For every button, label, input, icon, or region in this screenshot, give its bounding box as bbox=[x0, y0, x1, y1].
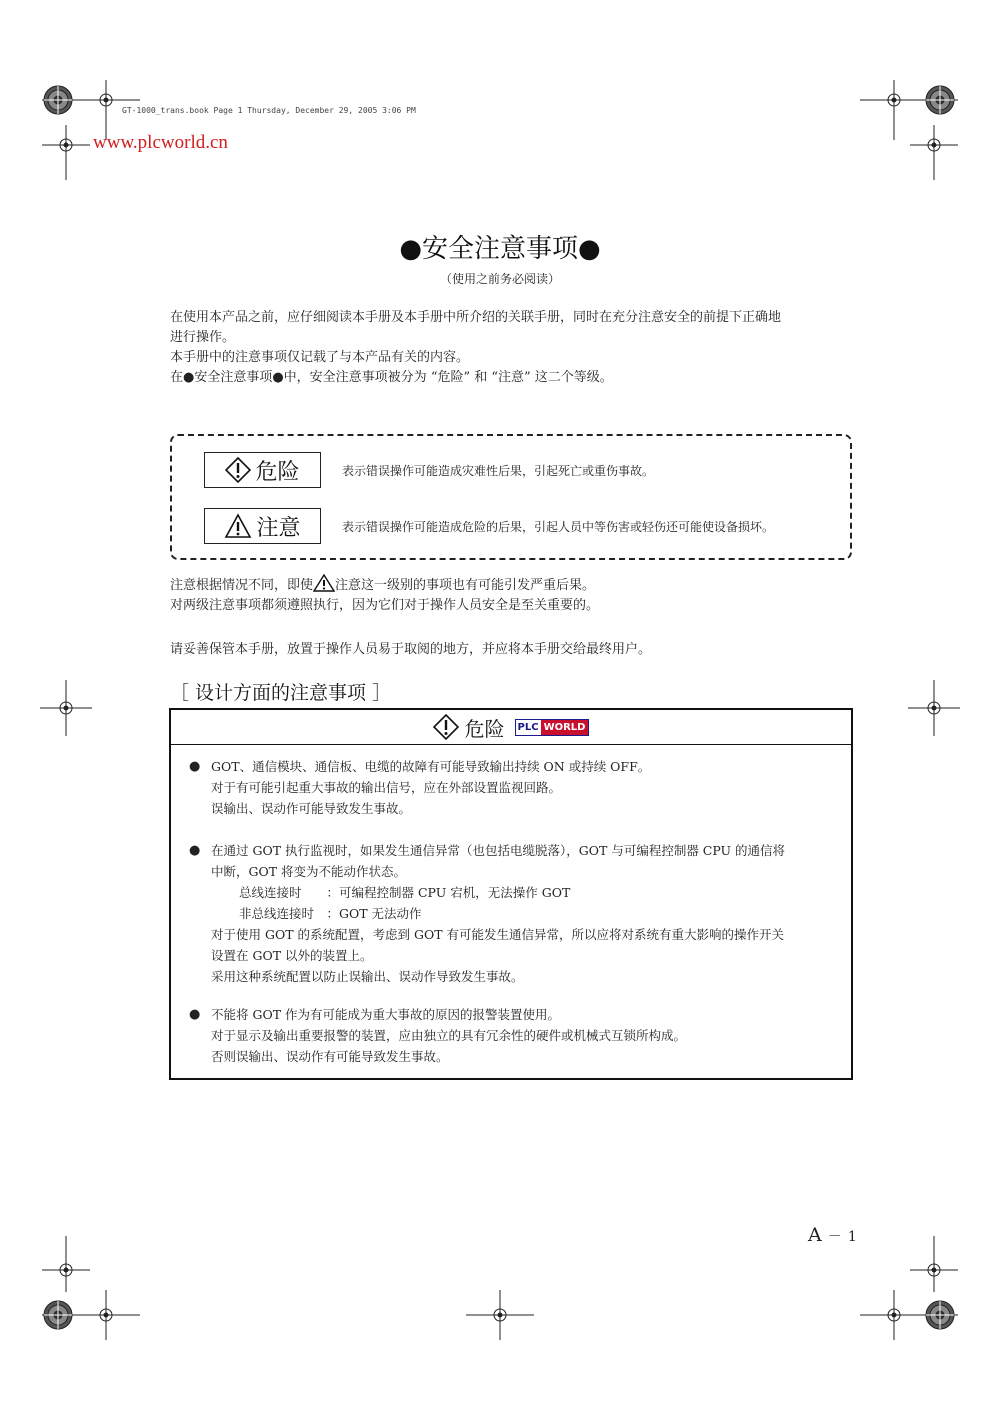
item-line: 非总线连接时 ：GOT 无法动作 bbox=[239, 906, 422, 921]
precaution-item bbox=[189, 756, 839, 819]
page-subtitle: （使用之前务必阅读） bbox=[439, 272, 560, 286]
item-line: 中断，GOT 将变为不能动作状态。 bbox=[211, 864, 407, 879]
design-danger-box bbox=[169, 708, 853, 1080]
precaution-item bbox=[189, 1004, 839, 1067]
caution-icon bbox=[224, 513, 252, 539]
item-line: 对于显示及输出重要报警的装置，应由独立的具有冗余性的硬件或机械式互锁所构成。 bbox=[211, 1028, 687, 1043]
precaution-item bbox=[189, 840, 839, 987]
danger-description: 表示错误操作可能造成灾难性后果，引起死亡或重伤事故。 bbox=[342, 464, 655, 478]
caution-label-text: 注意 bbox=[256, 515, 301, 541]
danger-level-label bbox=[204, 452, 321, 488]
website-watermark: www.plcworld.cn bbox=[93, 132, 228, 153]
note-line bbox=[170, 574, 860, 596]
page-title: ●安全注意事项● bbox=[399, 234, 601, 264]
page-digit: 1 bbox=[847, 1229, 857, 1245]
warning-levels-box bbox=[170, 434, 852, 560]
intro-text bbox=[170, 308, 860, 388]
item-line: 不能将 GOT 作为有可能成为重大事故的原因的报警装置使用。 bbox=[211, 1007, 561, 1022]
book-info: GT-1000_trans.book Page 1 Thursday, December 29, 2005 3:06 PM bbox=[122, 106, 416, 115]
danger-box-title: 危险 bbox=[464, 716, 505, 741]
danger-label-text: 危险 bbox=[255, 459, 300, 485]
page-letter: A bbox=[808, 1224, 822, 1246]
plcworld-logo bbox=[515, 719, 590, 736]
bullet: ● bbox=[189, 1007, 201, 1022]
intro-line: 在●安全注意事项●中，安全注意事项被分为 “危险” 和 “注意” 这二个等级。 bbox=[170, 370, 613, 385]
danger-box-header bbox=[171, 710, 851, 745]
item-line: 误输出、误动作可能导致发生事故。 bbox=[211, 801, 412, 816]
intro-line: 在使用本产品之前，应仔细阅读本手册及本手册中所介绍的关联手册，同时在充分注意安全的前提下正确地 bbox=[170, 310, 782, 325]
page-number bbox=[808, 1224, 857, 1246]
keep-manual-text: 请妥善保管本手册，放置于操作人员易于取阅的地方，并应将本手册交给最终用户。 bbox=[170, 642, 652, 657]
bullet: ● bbox=[189, 759, 201, 774]
note-line: 对两级注意事项都须遵照执行，因为它们对于操作人员安全是至关重要的。 bbox=[170, 598, 600, 613]
danger-icon bbox=[225, 457, 251, 483]
item-line: 否则误输出、误动作有可能导致发生事故。 bbox=[211, 1049, 449, 1064]
bullet: ● bbox=[189, 843, 201, 858]
item-line: 在通过 GOT 执行监视时，如果发生通信异常（也包括电缆脱落），GOT 与可编程控制器 CPU 的通信将 bbox=[211, 843, 786, 858]
page-dash: － bbox=[827, 1229, 842, 1245]
notes-text bbox=[170, 574, 860, 616]
logo-part-plc: PLC bbox=[517, 721, 539, 733]
item-line: 对于有可能引起重大事故的输出信号，应在外部设置监视回路。 bbox=[211, 780, 562, 795]
item-line: GOT、通信模块、通信板、电缆的故障有可能导致输出持续 ON 或持续 OFF。 bbox=[211, 759, 651, 774]
item-line: 对于使用 GOT 的系统配置，考虑到 GOT 有可能发生通信异常，所以应将对系统有重大影响的操作开关 bbox=[211, 927, 785, 942]
note-pre-text: 注意根据情况不同，即使 bbox=[170, 578, 314, 593]
item-line: 设置在 GOT 以外的装置上。 bbox=[211, 948, 373, 963]
danger-icon bbox=[433, 714, 459, 740]
item-line: 采用这种系统配置以防止误输出、误动作导致发生事故。 bbox=[211, 969, 524, 984]
note-post-text: 注意这一级别的事项也有可能引发严重后果。 bbox=[335, 578, 596, 593]
logo-part-world: WORLD bbox=[541, 720, 589, 735]
item-line: 总线连接时 ：可编程控制器 CPU 宕机，无法操作 GOT bbox=[239, 885, 571, 900]
caution-icon bbox=[313, 574, 335, 592]
caution-level-label bbox=[204, 508, 321, 544]
intro-line: 进行操作。 bbox=[170, 330, 236, 345]
caution-description: 表示错误操作可能造成危险的后果，引起人员中等伤害或轻伤还可能使设备损坏。 bbox=[342, 520, 775, 534]
intro-line: 本手册中的注意事项仅记载了与本产品有关的内容。 bbox=[170, 350, 470, 365]
section-heading: ［ 设计方面的注意事项 ］ bbox=[170, 682, 392, 704]
